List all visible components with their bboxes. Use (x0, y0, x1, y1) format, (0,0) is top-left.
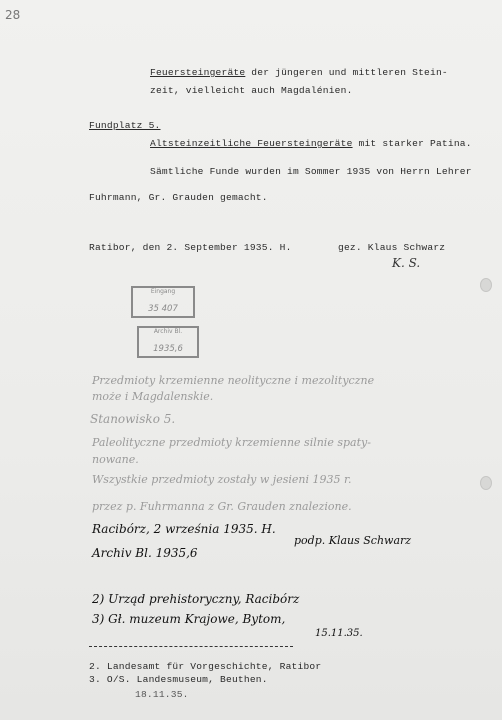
typed-line-6: Fuhrmann, Gr. Grauden gemacht. (89, 192, 268, 203)
handwritten-line-1: Przedmioty krzemienne neolityczne i mezolityczne (92, 374, 375, 387)
handwritten-recipient-2: 2) Urząd prehistoryczny, Racibórz (92, 592, 300, 606)
signature-initials: K. S. (392, 256, 421, 270)
typed-line-4 (150, 138, 472, 149)
typed-footer-2: 3. O/S. Landesmuseum, Beuthen. (89, 674, 268, 685)
page-number: 28 (5, 8, 21, 22)
handwritten-signature: podp. Klaus Schwarz (294, 534, 412, 547)
typed-line-5: Sämtliche Funde wurden im Sommer 1935 von Herrn Lehrer (150, 166, 472, 177)
handwritten-line-2: może i Magdalenskie. (92, 390, 214, 403)
typed-line-1-underlined: Feuersteingeräte (150, 67, 246, 78)
handwritten-line-7: przez p. Fuhrmanna z Gr. Grauden znalezione. (92, 500, 352, 513)
typed-line-4-underlined: Altsteinzeitliche Feuersteingeräte (150, 138, 353, 149)
typed-signature: gez. Klaus Schwarz (338, 242, 446, 253)
handwritten-line-3: Stanowisko 5. (90, 412, 176, 426)
typed-line-1-rest: der jüngeren und mittleren Stein- (245, 67, 448, 78)
handwritten-recipient-3: 3) Gł. muzeum Krajowe, Bytom, (92, 612, 286, 626)
typed-place-date: Ratibor, den 2. September 1935. H. (89, 242, 292, 253)
archiv-stamp-number: 1935,6 (153, 344, 183, 354)
typed-footer-date: 18.11.35. (135, 689, 189, 700)
handwritten-archiv: Archiv Bl. 1935,6 (92, 546, 198, 560)
handwritten-line-4: Paleolityczne przedmioty krzemienne silnie spaty- (92, 436, 371, 449)
handwritten-line-6: Wszystkie przedmioty zostały w jesieni 1935 r. (92, 473, 352, 486)
typed-line-4-rest: mit starker Patina. (352, 138, 472, 149)
dashed-divider (89, 646, 293, 647)
typed-line-2: zeit, vielleicht auch Magdalénien. (150, 85, 353, 96)
typed-footer-1: 2. Landesamt für Vorgeschichte, Ratibor (89, 661, 322, 672)
typed-line-1 (150, 67, 448, 78)
eingang-stamp (131, 286, 195, 318)
handwritten-date: 15.11.35. (315, 628, 363, 639)
archiv-stamp (137, 326, 199, 358)
archiv-stamp-label: Archiv Bl. (153, 328, 183, 335)
typed-fundplatz: Fundplatz 5. (89, 120, 161, 131)
eingang-stamp-label: Eingang (150, 288, 176, 295)
punch-hole-bottom (480, 476, 492, 490)
handwritten-place-date: Racibórz, 2 września 1935. H. (92, 522, 276, 536)
handwritten-line-5: nowane. (92, 453, 139, 466)
punch-hole-top (480, 278, 492, 292)
eingang-stamp-number: 35 407 (148, 304, 178, 314)
